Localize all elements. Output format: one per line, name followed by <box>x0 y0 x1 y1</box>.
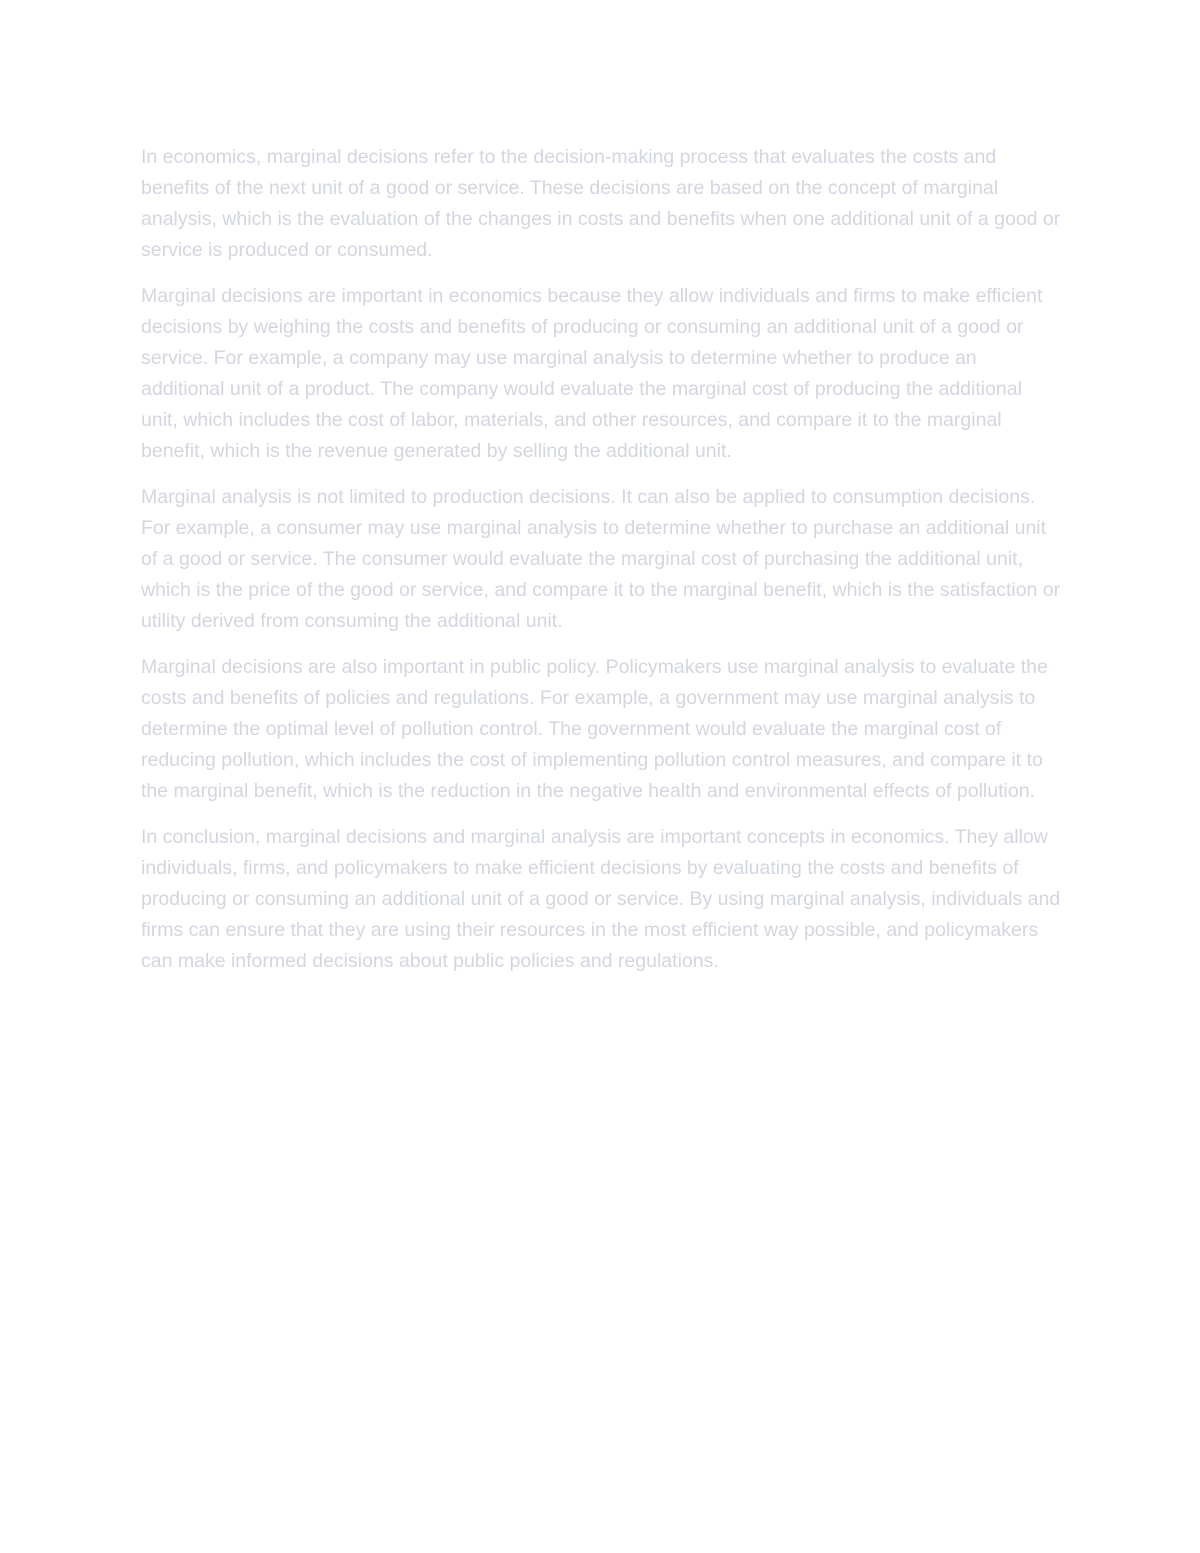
paragraph-4: Marginal decisions are also important in public policy. Policymakers use marginal analysis to evaluate the costs and benefits of policies and regulations. For example, a government may use marginal analysis to determine the optimal level of pollution control. The government would evaluate the marginal cost of reducing pollution, which includes the cost of implementing pollution control measures, and compare it to the marginal benefit, which is the reduction in the negative health and environmental effects of pollution. <box>141 656 1048 802</box>
paragraph-3: Marginal analysis is not limited to production decisions. It can also be applied to consumption decisions. For example, a consumer may use marginal analysis to determine whether to purchase an additional unit of a good or service. The consumer would evaluate the marginal cost of purchasing the additional unit, which is the price of the good or service, and compare it to the marginal benefit, which is the satisfaction or utility derived from consuming the additional unit. <box>141 486 1061 632</box>
paragraph-5: In conclusion, marginal decisions and marginal analysis are important concepts in economics. They allow individuals, firms, and policymakers to make efficient decisions by evaluating the costs and benefits of producing or consuming an additional unit of a good or service. By using marginal analysis, individuals and firms can ensure that they are using their resources in the most efficient way possible, and policymakers can make informed decisions about public policies and regulations. <box>141 826 1061 972</box>
paragraph-1: In economics, marginal decisions refer to the decision-making process that evaluates the costs and benefits of the next unit of a good or service. These decisions are based on the concept of marginal analysis, which is the evaluation of the changes in costs and benefits when one additional unit of a good or service is produced or consumed. <box>141 146 1061 261</box>
paragraph-2: Marginal decisions are important in economics because they allow individuals and firms to make efficient decisions by weighing the costs and benefits of producing or consuming an additional unit of a good or service. For example, a company may use marginal analysis to determine whether to produce an additional unit of a product. The company would evaluate the marginal cost of producing the additional unit, which includes the cost of labor, materials, and other resources, and compare it to the marginal benefit, which is the revenue generated by selling the additional unit. <box>141 285 1043 462</box>
document-body <box>141 142 1061 992</box>
